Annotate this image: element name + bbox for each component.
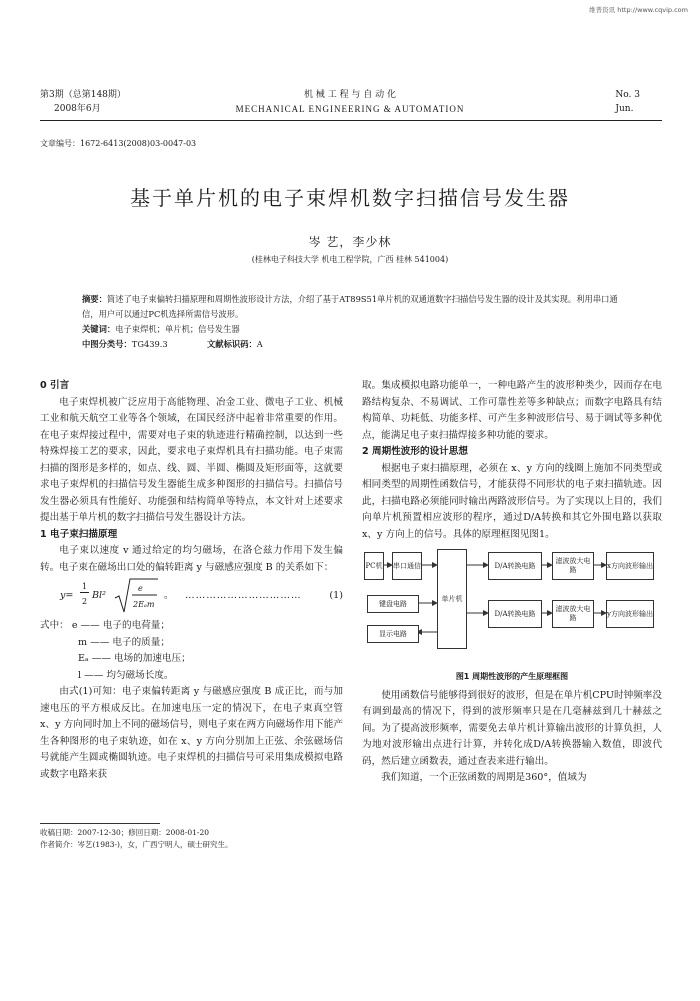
clc-label: 中图分类号： xyxy=(82,339,132,349)
box-da-x: D/A转换电路 xyxy=(488,552,542,580)
keywords-text: 电子束焊机；单片机；信号发生器 xyxy=(115,324,240,334)
keywords-label: 关键词： xyxy=(82,324,116,334)
issue-number: 第3期（总第148期） xyxy=(40,90,126,100)
definition-e: 式中： e —— 电子的电荷量； xyxy=(40,620,170,631)
figure-1-caption: 图1 周期性波形的产生原理框图 xyxy=(455,672,569,681)
formula-1 xyxy=(40,576,343,618)
formula-sqrt-den: 2Eₐm xyxy=(133,600,155,609)
formula-number: (1) xyxy=(329,590,343,601)
paragraph-frequency: 使用函数信号能够得到很好的波形，但是在单片机CPU时钟频率没有调到最高的情况下，得到的波形频率只是在几毫赫兹到几十赫兹之间。为了提高波形频率，需要免去单片机计算输出波形的计算负担，人为地对波形输出点进行计算，并转化成D/A转换器输入数值，即波代码，然后建立函数表，通过查表来进行输出。 xyxy=(362,689,662,767)
paragraph-intro: 电子束焊机被广泛应用于高能物理、冶金工业、微电子工业、机械工业和航天航空工业等各个领域，在国民经济中起着非常重要的作用。在电子束焊接过程中，需要对电子束的轨迹进行精确控制，以达到一些特殊焊接工艺的要求，因此，要求电子束焊机具有扫描功能。电子束需扫描的图形是多样的，如点、线、圆、半圆、椭圆及矩形面等，这就要求电子束焊机的扫描信号发生器能生成多种图形的扫描信号。扫描信号发生器必须具有性能好、功能强和结构简单等特点，本文针对上述要求提出基于单片机的数字扫描信号发生器设计方法。 xyxy=(40,396,343,523)
affiliation: (桂林电子科技大学 机电工程学院，广西 桂林 541004) xyxy=(251,255,449,264)
paragraph-continued: 取。集成模拟电路功能单一，一种电路产生的波形种类少，因而存在电路结构复杂、不易调试、工作可靠性差等多种缺点；而数字电路具有结构简单、功耗低、功能多样、可产生多种波形信号、易于调试等多种优点，能满足电子束扫描焊接多种功能的要求。 xyxy=(362,380,662,441)
definition-l: l —— 均匀磁场长度。 xyxy=(78,669,174,681)
watermark: 维普资讯 http://www.cqvip.com xyxy=(589,6,688,14)
box-mcu: 单片机 xyxy=(437,549,467,649)
formula-sqrt-num: e xyxy=(138,584,143,593)
issue-date: 2008年6月 xyxy=(54,104,101,114)
formula-frac-den: 2 xyxy=(82,597,88,606)
paragraph-deflection: 由式(1)可知：电子束偏转距离 y 与磁感应强度 B 成正比，而与加速电压的平方根成反比。在加速电压一定的情况下，在电子束真空管 x、y 方向同时加上不同的磁场信号，则电子束在两方向磁场作用下能产生各种图形的电子束轨迹，如在 x、y 方向分别加上正弦、余弦磁场信号就能产生圆或椭圆轨迹。电子束焊机的扫描信号可采用集成模拟电路或数字电路来获 xyxy=(40,686,343,780)
box-keyboard: 键盘电路 xyxy=(367,595,419,613)
section-heading-2: 2 周期性波形的设计思想 xyxy=(362,446,468,457)
journal-name-en: MECHANICAL ENGINEERING & AUTOMATION xyxy=(235,104,465,114)
box-filter-x: 滤波放大电路 xyxy=(552,552,594,580)
classification xyxy=(82,337,622,352)
box-output-y: y方向波形输出 xyxy=(606,600,654,628)
formula-end: 。 xyxy=(164,590,174,601)
footnote-rule xyxy=(40,823,160,824)
paragraph-sine: 我们知道，一个正弦函数的周期是360°，值域为 xyxy=(381,772,587,783)
journal-name xyxy=(0,88,700,116)
formula-frac-num: 1 xyxy=(82,582,88,591)
doc-code-label: 文献标识码： xyxy=(207,339,257,349)
left-column xyxy=(40,378,343,783)
formula-lhs: y= xyxy=(60,590,74,601)
box-output-x: x方向波形输出 xyxy=(606,552,654,580)
issue-info-en xyxy=(615,88,640,116)
article-number: 文章编号：1672-6413(2008)03-0047-03 xyxy=(40,139,197,148)
section-heading-1: 1 电子束扫描原理 xyxy=(40,528,118,540)
keywords xyxy=(82,322,622,337)
box-display: 显示电路 xyxy=(367,625,419,643)
right-column xyxy=(362,378,662,787)
authors: 岑 艺，李少林 xyxy=(308,235,392,249)
formula-dots: …………………………… xyxy=(185,590,302,601)
definition-ea: Eₐ —— 电场的加速电压； xyxy=(78,653,191,664)
abstract xyxy=(82,292,622,322)
abstract-text: 简述了电子束偏转扫描原理和周期性波形设计方法，介绍了基于AT89S51单片机的双通道数字扫描信号发生器的设计及其实现。利用串口通信，用户可以通过PC机选择所需信号波形。 xyxy=(82,294,618,319)
box-pc: PC机 xyxy=(364,552,384,580)
box-serial: 串口通信 xyxy=(392,552,422,580)
footnote-received: 收稿日期：2007-12-30；修回日期：2008-01-20 xyxy=(40,828,209,837)
paragraph-design: 根据电子束扫描原理，必须在 x、y 方向的线圈上施加不同类型或相同类型的周期性函数信号，才能获得不同形状的电子束扫描轨迹。因此，扫描电路必须能同时输出两路波形信号。为了实现以上目的，我们向单片机预置相应波形的程序，通过D/A转换和其它外围电路以获取 x、y 方向上的信号。具体的原理框图见图1。 xyxy=(362,462,662,540)
formula-mid: Bl² xyxy=(92,590,106,601)
page-title: 基于单片机的电子束焊机数字扫描信号发生器 xyxy=(130,186,570,210)
issue-no-en: No. 3 xyxy=(615,90,640,100)
variable-definitions xyxy=(40,618,343,684)
paragraph-principle: 电子束以速度 v 通过给定的均匀磁场，在洛仑兹力作用下发生偏转。电子束在磁场出口处的偏转距离 y 与磁感应强度 B 的关系如下： xyxy=(40,545,343,573)
footnote-author: 作者简介：岑艺(1983-)，女，广西宁明人，硕士研究生。 xyxy=(40,840,233,849)
journal-name-cn: 机 械 工 程 与 自 动 化 xyxy=(303,90,397,100)
definition-m: m —— 电子的质量； xyxy=(78,636,170,648)
abstract-block xyxy=(82,292,622,352)
box-filter-y: 滤波放大电路 xyxy=(552,600,594,628)
abstract-label: 摘要： xyxy=(82,294,107,304)
header-rule xyxy=(40,120,662,121)
doc-code-value: A xyxy=(256,339,263,349)
section-heading-0: 0 引言 xyxy=(40,380,70,391)
issue-month-en: Jun. xyxy=(615,104,634,114)
clc-value: TG439.3 xyxy=(131,339,168,349)
figure-1-diagram xyxy=(362,547,662,667)
box-da-y: D/A转换电路 xyxy=(488,600,542,628)
footnote xyxy=(40,827,343,851)
